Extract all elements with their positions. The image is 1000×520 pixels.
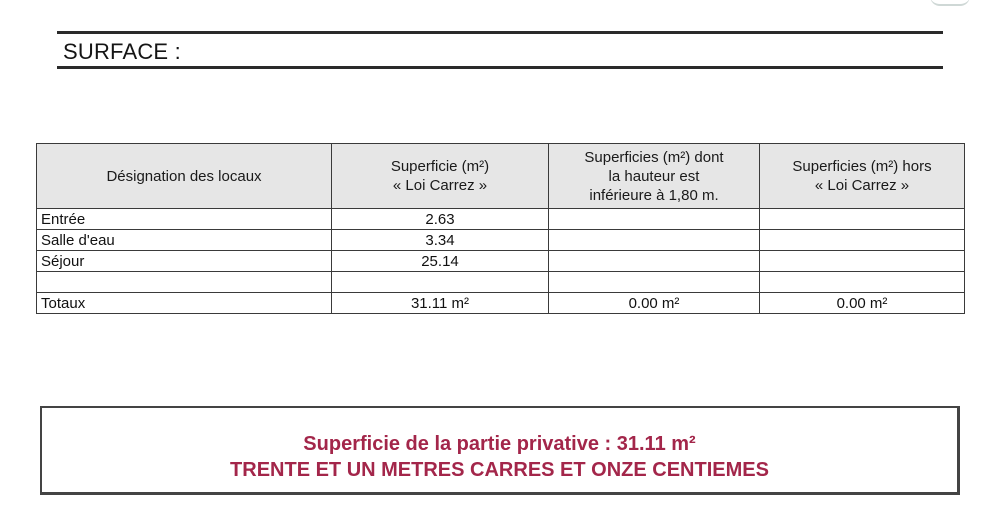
summary-total-in-words: TRENTE ET UN METRES CARRES ET ONZE CENTIEMES	[230, 459, 769, 481]
cell-under-180	[549, 230, 760, 251]
cell-hors-carrez	[760, 251, 965, 272]
column-header-designation: Désignation des locaux	[37, 144, 332, 209]
table-row	[37, 251, 965, 272]
surface-table	[36, 143, 965, 314]
empty-row	[37, 272, 965, 293]
cell-under-180	[549, 209, 760, 230]
cell-hors-carrez	[760, 209, 965, 230]
cell-designation: Salle d'eau	[37, 230, 332, 251]
table-header-row	[37, 144, 965, 209]
surface-header	[57, 31, 943, 69]
totals-hors-carrez: 0.00 m²	[760, 293, 965, 314]
cell-carrez: 2.63	[332, 209, 549, 230]
column-header-under-180: Superficies (m²) dont la hauteur est inférieure à 1,80 m.	[549, 144, 760, 209]
column-header-hors-carrez: Superficies (m²) hors « Loi Carrez »	[760, 144, 965, 209]
cell-designation: Séjour	[37, 251, 332, 272]
summary-box	[40, 406, 960, 495]
corner-logo-fragment	[930, 0, 970, 6]
totals-row	[37, 293, 965, 314]
cell-hors-carrez	[760, 230, 965, 251]
column-header-carrez: Superficie (m²) « Loi Carrez »	[332, 144, 549, 209]
table-row	[37, 230, 965, 251]
totals-under-180: 0.00 m²	[549, 293, 760, 314]
table-row	[37, 209, 965, 230]
cell-under-180	[549, 251, 760, 272]
cell-carrez: 25.14	[332, 251, 549, 272]
summary-total-surface: Superficie de la partie privative : 31.11 m²	[303, 433, 696, 455]
cell-carrez: 3.34	[332, 230, 549, 251]
totals-carrez: 31.11 m²	[332, 293, 549, 314]
cell-designation: Entrée	[37, 209, 332, 230]
totals-label: Totaux	[37, 293, 332, 314]
section-title: SURFACE :	[63, 39, 181, 64]
